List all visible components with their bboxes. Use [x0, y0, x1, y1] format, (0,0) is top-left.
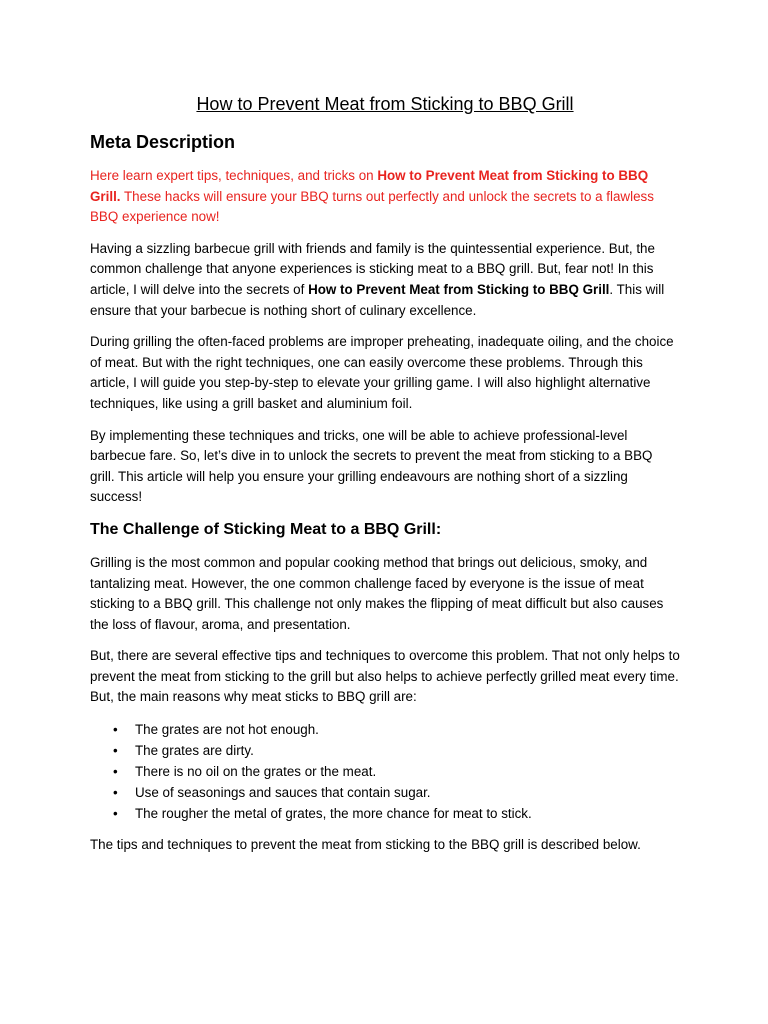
list-item [90, 740, 680, 761]
challenge-heading: The Challenge of Sticking Meat to a BBQ Grill: [90, 520, 442, 538]
document-title: How to Prevent Meat from Sticking to BBQ Grill [196, 94, 574, 114]
bullet-icon: • [113, 722, 118, 738]
bullet-icon: • [113, 785, 118, 801]
reasons-list [90, 719, 680, 824]
reason-text: The grates are not hot enough. [135, 722, 319, 738]
reason-text: There is no oil on the grates or the meat. [135, 764, 377, 780]
grilling-problems-paragraph: During grilling the often-faced problems are improper preheating, inadequate oiling, and the choice of meat. But with the right techniques, one can easily overcome these problems. Through this article, I will guide you step-by-step to elevate your grilling game. I will also highlight alternative techniques, like using a grill basket and aluminium foil. [90, 334, 674, 411]
implementation-paragraph: By implementing these techniques and tricks, one will be able to achieve professional-level barbecue fare. So, let’s dive in to unlock the secrets to prevent the meat from sticking to a BBQ grill. This article will help you ensure your grilling endeavours are nothing short of a sizzling success! [90, 427, 653, 505]
intro-text-start: Having a sizzling barbecue grill with friends and family is the quintessential experience. But, the common challenge that anyone experiences is sticking meat to a BBQ grill. But, fear not! In this article, I will delve into the secrets of [90, 240, 655, 297]
meta-description-text-end: These hacks will ensure your BBQ turns out perfectly and unlock the secrets to a flawless BBQ experience now! [90, 188, 654, 225]
intro-paragraph [90, 239, 680, 321]
challenge-paragraph-2: But, there are several effective tips and techniques to overcome this problem. That not only helps to prevent the meat from sticking to the grill but also helps to achieve perfectly grilled meat every time. But, the main reasons why meat sticks to BBQ grill are: [90, 648, 680, 705]
closing-paragraph: The tips and techniques to prevent the meat from sticking to the BBQ grill is described below. [90, 837, 641, 853]
bullet-icon: • [113, 806, 118, 822]
meta-description-bold-title: How to Prevent Meat from Sticking to BBQ Grill. [90, 168, 649, 204]
reason-text: Use of seasonings and sauces that contain sugar. [135, 785, 431, 801]
intro-bold-title: How to Prevent Meat from Sticking to BBQ Grill [308, 281, 610, 297]
meta-description-paragraph [90, 166, 680, 228]
intro-text-end: . This will ensure that your barbecue is nothing short of culinary excellence. [90, 281, 665, 318]
meta-description-text-start: Here learn expert tips, techniques, and tricks on [90, 168, 378, 183]
meta-description-heading: Meta Description [90, 132, 236, 152]
challenge-paragraph-1: Grilling is the most common and popular cooking method that brings out delicious, smoky, and tantalizing meat. However, the one common challenge faced by everyone is the issue of meat sticking to a BBQ grill. This challenge not only makes the flipping of meat difficult but also causes the loss of flavour, aroma, and presentation. [90, 554, 664, 632]
list-item [90, 782, 680, 803]
document-page [90, 92, 680, 867]
reason-text: The rougher the metal of grates, the more chance for meat to stick. [135, 806, 532, 822]
bullet-icon: • [113, 764, 118, 780]
bullet-icon: • [113, 743, 118, 759]
list-item [90, 719, 680, 740]
reason-text: The grates are dirty. [135, 743, 254, 759]
list-item [90, 803, 680, 824]
list-item [90, 761, 680, 782]
